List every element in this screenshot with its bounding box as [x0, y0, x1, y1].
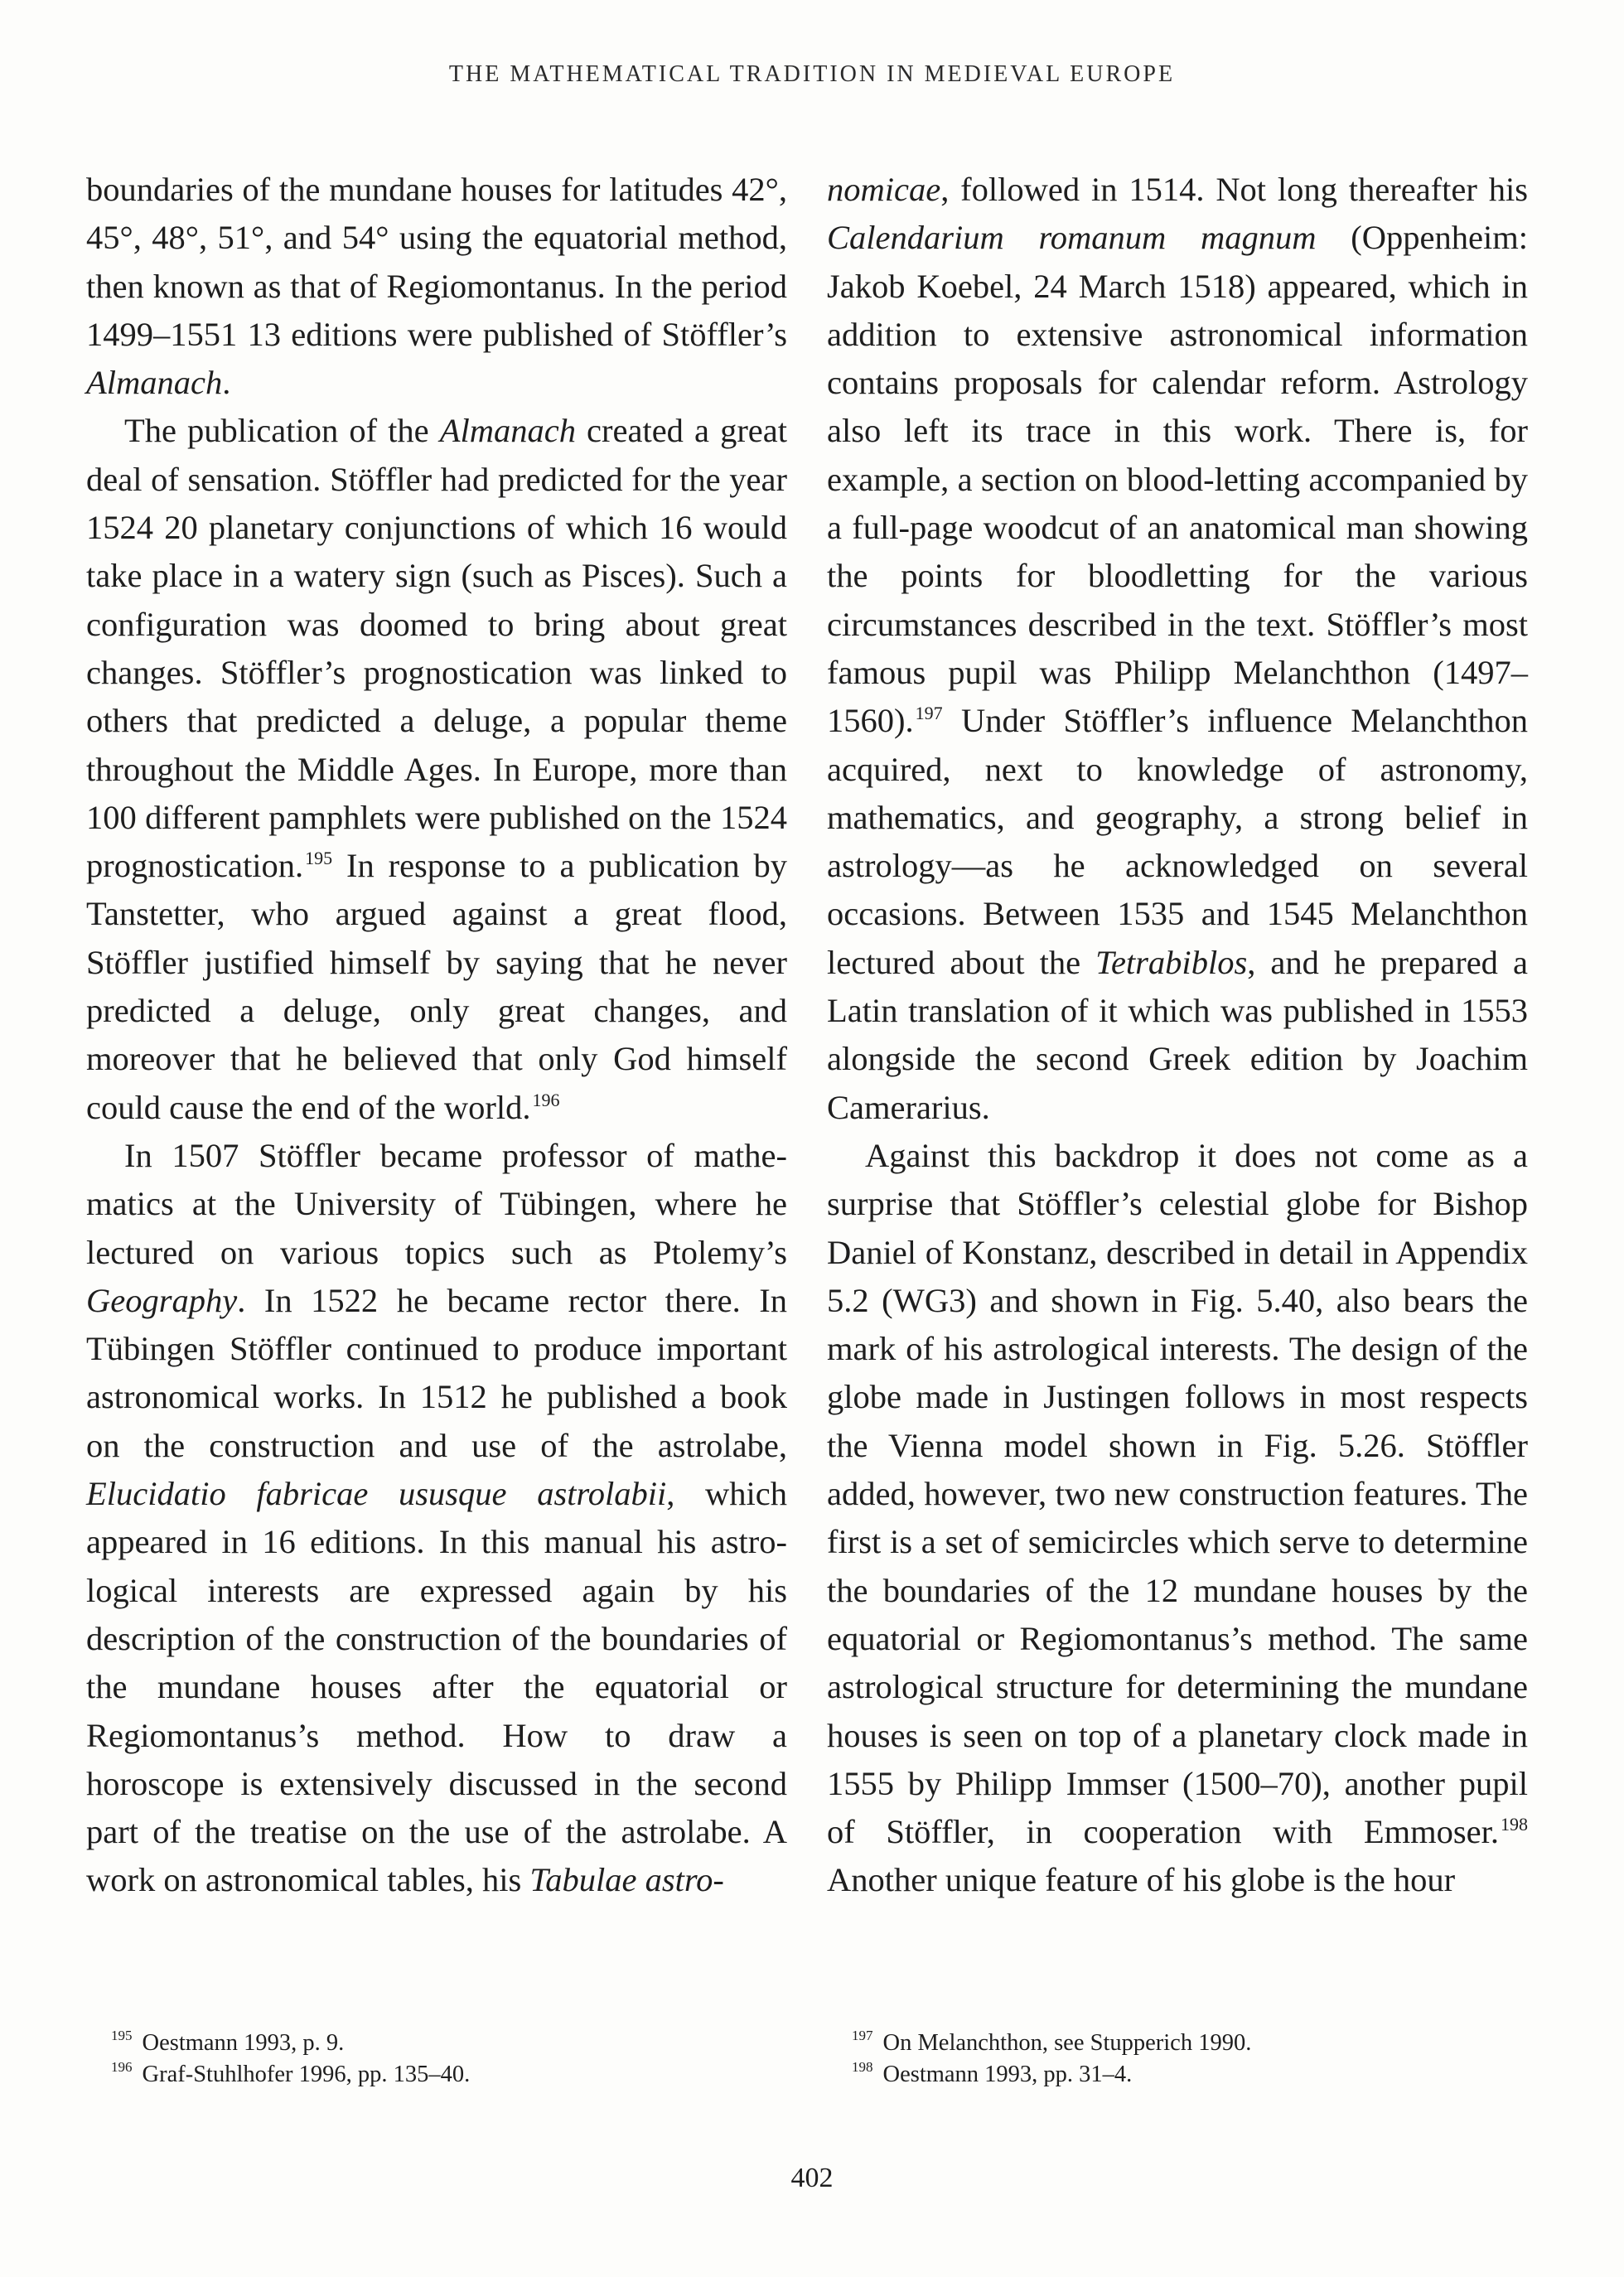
text-span: In response to a publication by Tanstetter, who argued against a great flood, Stöffler justified himself by saying that he never predicted a deluge, only great changes, and moreover that he believed that only God himself could cause the end of the world.	[86, 847, 787, 1126]
text-span: created a great deal of sensation. Stöffler had predicted for the year 1524 20 planetary conjunctions of which 16 would take place in a watery sign (such as Pisces). Such a configuration was doomed to bring about great changes. Stöffler’s prognostication was linked to others that predicted a deluge, a popular theme throughout the Middle Ages. In Europe, more than 100 different pamphlets were published on the 1524 prognostication.	[86, 412, 788, 885]
running-head: THE MATHEMATICAL TRADITION IN MEDIEVAL EUROPE	[448, 61, 1176, 87]
footnotes-right	[852, 2028, 1553, 2091]
footnote-number: 195	[111, 2028, 133, 2043]
italic-title: nomicae	[827, 171, 941, 208]
text-span: The publication of the	[124, 412, 440, 450]
text-span: .	[222, 364, 231, 402]
page-number: 402	[790, 2163, 834, 2193]
footnote-text: Oestmann 1993, p. 9.	[142, 2030, 345, 2056]
footnote-text: Oestmann 1993, pp. 31–4.	[882, 2062, 1133, 2087]
footnote-ref[interactable]: 198	[1501, 1814, 1528, 1835]
italic-title: Almanach	[439, 412, 576, 450]
footnote-text: On Melanchthon, see Stupperich 1990.	[882, 2030, 1252, 2056]
italic-title: Geography	[86, 1281, 238, 1319]
text-span: boundaries of the mundane houses for latitudes 42°, 45°, 48°, 51°, and 54° using the equatorial method, then known as that of Regiomontanus. In the period 1499–1551 13 editions were published of Stöffler’s	[86, 171, 787, 353]
footnote-number: 198	[852, 2059, 873, 2075]
footnote-ref[interactable]: 195	[305, 848, 333, 869]
text-span: , and he prepared a Latin translation of it which was published in 1553 alongside the second Greek edition by Joachim Camerarius.	[827, 943, 1528, 1126]
paragraph	[827, 1132, 1528, 1905]
italic-title: Elucidatio fabricae ususque astrolabii	[86, 1475, 667, 1513]
footnote-number: 196	[111, 2059, 133, 2075]
text-span: , followed in 1514. Not long thereafter his	[940, 171, 1528, 208]
text-column-left	[86, 166, 787, 1905]
footnote	[852, 2028, 1553, 2059]
paragraph	[86, 407, 787, 1131]
footnote-number: 197	[852, 2028, 873, 2043]
italic-title: Calendarium romanum magnum	[827, 219, 1317, 257]
text-span: , which appeared in 16 editions. In this manual his astrological interests are expressed again by his description of the construction of the boundaries of the mundane houses after the equatorial or Regiomontanus’s method. How to draw a horoscope is extensively discussed in the second part of the treatise on the use of the astrolabe. A work on astronomical tables, his	[86, 1475, 788, 1899]
footnotes-left	[111, 2028, 812, 2091]
text-span: (Oppenheim: Jakob Koebel, 24 March 1518) appeared, which in addition to extensive astronomical information contains proposals for calendar reform. Astrology also left its trace in this work. There is, for example, a section on blood-letting accompanied by a full-page woodcut of an anatomical man showing the points for bloodletting for the various circumstances described in the text. Stöffler’s most famous pupil was Philipp Melanchthon (1497–1560).	[827, 219, 1528, 740]
footnote-ref[interactable]: 196	[532, 1089, 560, 1110]
footnote	[852, 2059, 1553, 2091]
footnote-ref[interactable]: 197	[915, 703, 943, 724]
paragraph	[86, 166, 787, 407]
footnote	[111, 2028, 812, 2059]
text-span: In 1507 Stöffler became professor of mathematics at the University of Tübingen, where he lectured on various topics such as Ptolemy’s	[86, 1136, 787, 1271]
text-span: Another unique feature of his globe is the hour	[827, 1861, 1456, 1899]
italic-title: Almanach	[86, 364, 223, 402]
text-span: . In 1522 he became rector there. In Tübingen Stöffler continued to produce important astronomical works. In 1512 he published a book on the construction and use of the astrolabe,	[86, 1281, 787, 1464]
footnote-text: Graf-Stuhlhofer 1996, pp. 135–40.	[142, 2062, 471, 2087]
italic-title: Tabulae astro-	[529, 1861, 724, 1899]
text-span: Under Stöffler’s influence Melanchthon acquired, next to knowledge of astronomy, mathematics, and geography, a strong belief in astrology—as he acknowledged on several occasions. Between 1535 and 1545 Melanchthon lectured about the	[827, 702, 1528, 981]
text-span: Against this backdrop it does not come as a surprise that Stöffler’s celestial globe for Bishop Daniel of Konstanz, described in detail in Appendix 5.2 (WG3) and shown in Fig. 5.40, also bears the mark of his astrological interests. The design of the globe made in Justingen follows in most respects the Vienna model shown in Fig. 5.26. Stöffler added, however, two new construction features. The first is a set of semicircles which serve to determine the boundaries of the 12 mundane houses by the equatorial or Regiomontanus’s method. The same astrological structure for determining the mundane houses is seen on top of a planetary clock made in 1555 by Philipp Immser (1500–70), another pupil of Stöffler, in cooperation with Emmoser.	[827, 1136, 1528, 1851]
text-column-right	[827, 166, 1528, 1905]
italic-title: Tetrabiblos	[1095, 943, 1248, 981]
paragraph	[86, 1132, 787, 1905]
paragraph	[827, 166, 1528, 1132]
footnote	[111, 2059, 812, 2091]
